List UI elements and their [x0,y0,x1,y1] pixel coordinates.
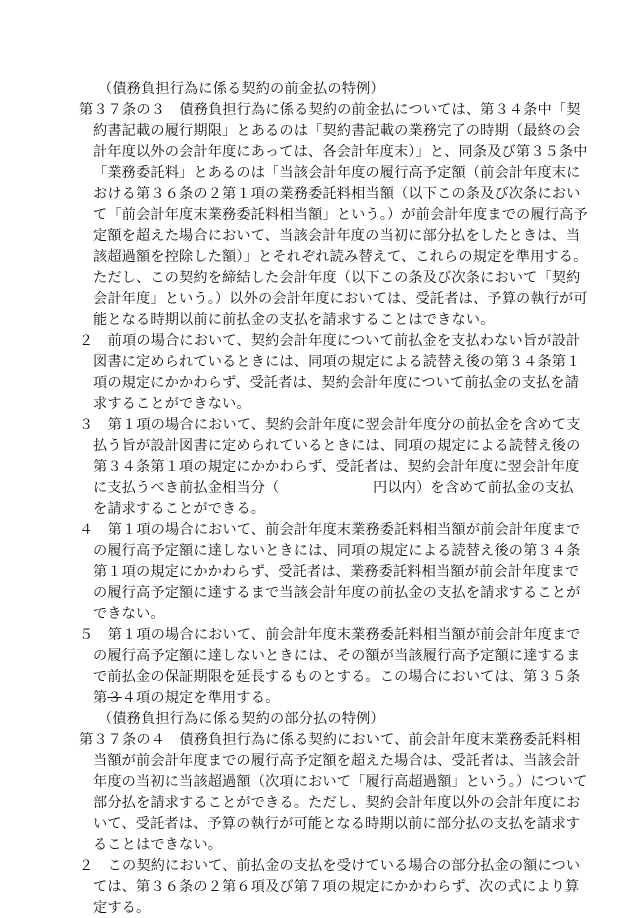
amount-suffix-text: 円以内）を含めて前払金の支払 [373,480,574,496]
paragraph-4-line: ４ 第１項の場合において、前会計年度末業務委託料相当額が前会計年度まで [79,522,581,538]
article-3704-line: ることはできない。 [93,837,223,853]
paragraph-2-line: 図書に定められているときには、同項の規定による読替え後の第３４条第１ [93,354,581,370]
article-3704-paragraph-2-line: 定する。 [93,900,151,916]
paragraph-3-line: に支払うべき前払金相当分（ [93,480,280,496]
paragraph-3-line: ３ 第１項の場合において、契約会計年度に翌会計年度分の前払金を含めて支 [79,417,581,433]
paragraph-3-line: を請求することができる。 [93,501,266,517]
paragraph-4-line: 第１項の規定にかかわらず、受託者は、業務委託料相当額が前会計年度まで [93,564,580,580]
article-3703-line: おける第３６条の２第１項の業務委託料相当額（以下この条及び次条におい [93,186,581,202]
article-3704-line: 当額が前会計年度までの履行高予定額を超えた場合は、受託者は、当該会計 [93,753,581,769]
article-3703-line: 「業務委託料」とあるのは「当該会計年度の履行高予定額（前会計年度末に [93,165,581,181]
article-3703-line: 能となる時期以前に前払金の支払を請求することはできない。 [93,312,495,328]
article-3703-line: 第３７条の３ 債務負担行為に係る契約の前金払については、第３４条中「契 [79,102,581,118]
article-3703-line: 会計年度」という。）以外の会計年度においては、受託者は、予算の執行が可 [93,291,588,307]
article-3704-paragraph-2-line: ２ この契約において、前払金の支払を受けている場合の部分払金の額につい [79,858,581,874]
article-3704-paragraph-2-line: ては、第３６条の２第６項及び第７項の規定にかかわらず、次の式により算 [93,879,580,895]
struck-number: ３ [107,690,122,706]
paragraph-2-line: 求することができない。 [93,396,251,412]
article-3703-line: 約書記載の履行期限」とあるのは「契約書記載の業務完了の時期（最終の会 [93,123,581,139]
paragraph-2-line: 項の規定にかかわらず、受託者は、契約会計年度について前払金の支払を請 [93,375,580,391]
article-3703-line: ただし、この契約を締結した会計年度（以下この条及び次条において「契約 [93,270,581,286]
article-3703-line: 該超過額を控除した額）」とそれぞれ読み替えて、これらの規定を準用する。 [93,249,588,265]
paragraph-5-line: ５ 第１項の場合において、前会計年度末業務委託料相当額が前会計年度まで [79,627,581,643]
section-heading-partial-payment: （債務負担行為に係る契約の部分払の特例） [98,711,385,727]
paragraph-4-line: の履行高予定額に達するまで当該会計年度の前払金の支払を請求することが [93,585,581,601]
paragraph-2-line: ２ 前項の場合において、契約会計年度について前払金を支払わない旨が設計 [79,333,581,349]
article-3704-line: 第３７条の４ 債務負担行為に係る契約において、前会計年度末業務委託料相 [79,732,581,748]
paragraph-5-prefix: 第 [93,690,108,706]
article-3704-line: 部分払を請求することができる。ただし、契約会計年度以外の会計年度にお [93,795,581,811]
paragraph-5-line: で前払金の保証期限を延長するものとする。この場合においては、第３５条 [93,669,581,685]
paragraph-3-line: 第３４条第１項の規定にかかわらず、受託者は、契約会計年度に翌会計年度 [93,459,580,475]
article-3704-line: 年度の当初に当該超過額（次項において「履行高超過額」という。）について [93,774,588,790]
paragraph-3-line: 払う旨が設計図書に定められているときには、同項の規定による読替え後の [93,438,581,454]
section-heading-advance-payment: （債務負担行為に係る契約の前金払の特例） [98,81,385,97]
paragraph-5-suffix: ４項の規定を準用する。 [121,690,280,706]
paragraph-4-line: の履行高予定額に達しないときには、同項の規定による読替え後の第３４条 [93,543,581,559]
paragraph-5-line: の履行高予定額に達しないときには、その額が当該履行高予定額に達するま [93,648,581,664]
article-3703-line: 計年度以外の会計年度にあっては、各会計年度末）」と、同条及び第３５条中 [93,144,588,160]
paragraph-5-line [93,688,279,708]
paragraph-4-line: できない。 [93,606,165,622]
article-3703-line: て「前会計年度末業務委託料相当額」という。）が前会計年度までの履行高予 [93,207,588,223]
article-3703-line: 定額を超えた場合において、当該会計年度の当初に部分払をしたときは、当 [93,228,581,244]
article-3704-line: いて、受託者は、予算の執行が可能となる時期以前に部分払の支払を請求す [93,816,581,832]
